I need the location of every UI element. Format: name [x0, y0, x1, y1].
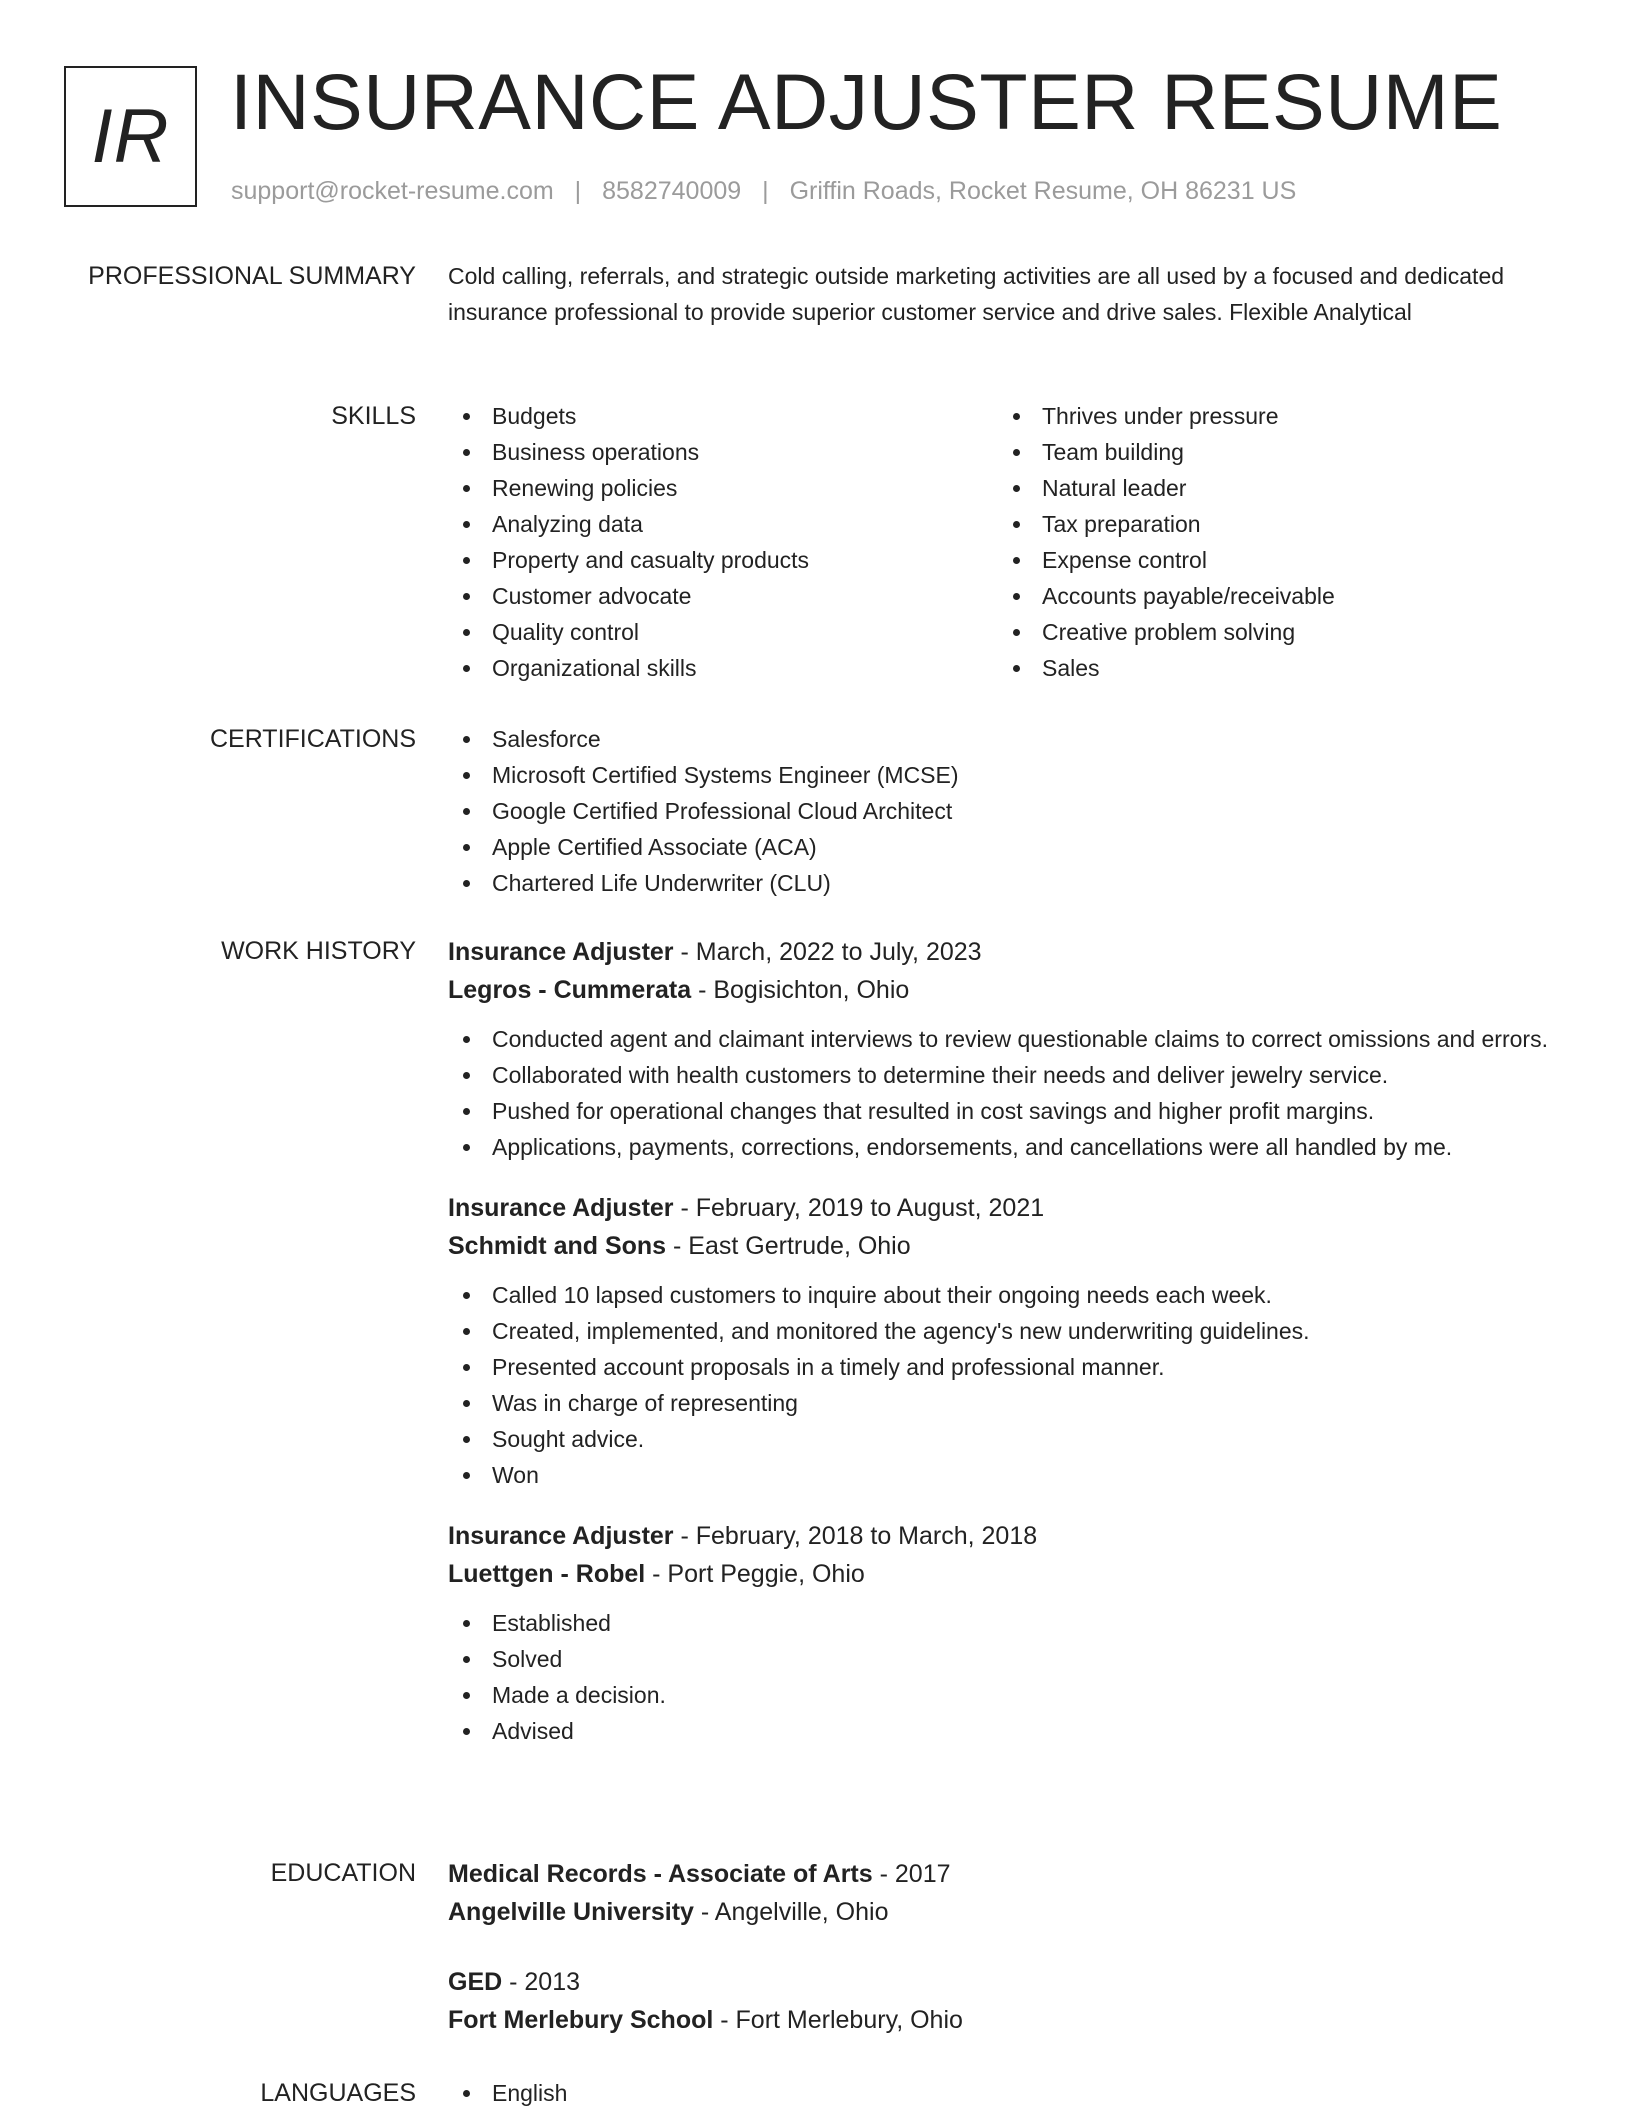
certification-item: Microsoft Certified Systems Engineer (MCSE): [448, 757, 1576, 793]
section-label-education: EDUCATION: [270, 1859, 416, 1887]
certification-item: Salesforce: [448, 721, 1576, 757]
skill-item: Team building: [998, 434, 1548, 470]
job-bullet: Created, implemented, and monitored the agency's new underwriting guidelines.: [448, 1313, 1576, 1349]
job-title: Insurance Adjuster: [448, 938, 674, 966]
job-dates: - March, 2022 to July, 2023: [673, 938, 982, 966]
job-title-line: [448, 1517, 1576, 1555]
job-dates: - February, 2019 to August, 2021: [673, 1194, 1045, 1222]
job-bullet: Called 10 lapsed customers to inquire about their ongoing needs each week.: [448, 1277, 1576, 1313]
job-bullet: Made a decision.: [448, 1677, 1576, 1713]
skills-list-left: [448, 398, 998, 686]
job-company-line: [448, 1227, 1576, 1265]
education-degree: GED: [448, 1968, 503, 1996]
skill-item: Accounts payable/receivable: [998, 578, 1548, 614]
job-title: Insurance Adjuster: [448, 1522, 674, 1550]
education-degree-line: [448, 1855, 1576, 1893]
education-year: - 2013: [502, 1968, 581, 1996]
job-bullet: Presented account proposals in a timely and professional manner.: [448, 1349, 1576, 1385]
job-location: - Bogisichton, Ohio: [691, 976, 910, 1004]
certification-item: Chartered Life Underwriter (CLU): [448, 865, 1576, 901]
contact-email: support@rocket-resume.com: [231, 177, 554, 205]
job-title-line: [448, 933, 1576, 971]
skill-item: Property and casualty products: [448, 542, 998, 578]
contact-separator: |: [574, 177, 582, 205]
job-company-line: [448, 1555, 1576, 1593]
job-company: Schmidt and Sons: [448, 1232, 667, 1260]
education-entry: [448, 1855, 1576, 1931]
resume-title: INSURANCE ADJUSTER RESUME: [230, 57, 1503, 146]
language-item: English: [448, 2075, 1576, 2111]
languages-body: [448, 2075, 1576, 2111]
education-degree: Medical Records - Associate of Arts: [448, 1860, 873, 1888]
job-bullet: Applications, payments, corrections, endorsements, and cancellations were all handled by me.: [448, 1129, 1576, 1165]
job-location: - East Gertrude, Ohio: [666, 1232, 911, 1260]
job-entry: [448, 933, 1576, 1165]
skill-item: Creative problem solving: [998, 614, 1548, 650]
job-bullet: Solved: [448, 1641, 1576, 1677]
monogram-logo: IR: [64, 66, 197, 207]
job-bullet: Won: [448, 1457, 1576, 1493]
skill-item: Natural leader: [998, 470, 1548, 506]
section-label-work-history: WORK HISTORY: [221, 937, 416, 965]
job-company: Legros - Cummerata: [448, 976, 692, 1004]
job-bullets: [448, 1605, 1576, 1749]
skill-item: Sales: [998, 650, 1548, 686]
skill-item: Business operations: [448, 434, 998, 470]
summary-text: Cold calling, referrals, and strategic outside marketing activities are all used by a focused and dedicated insurance professional to provide superior customer service and drive sales. Flexible Analytical: [448, 263, 1505, 325]
education-school: Angelville University: [448, 1898, 694, 1926]
skill-item: Budgets: [448, 398, 998, 434]
education-school-line: [448, 1893, 1576, 1931]
section-label-summary: PROFESSIONAL SUMMARY: [88, 262, 416, 290]
skill-item: Organizational skills: [448, 650, 998, 686]
contact-address: Griffin Roads, Rocket Resume, OH 86231 US: [789, 177, 1297, 205]
education-school: Fort Merlebury School: [448, 2006, 714, 2034]
skill-item: Expense control: [998, 542, 1548, 578]
job-bullet: Conducted agent and claimant interviews to review questionable claims to correct omissions and errors.: [448, 1021, 1576, 1057]
education-entry: [448, 1963, 1576, 2039]
job-title: Insurance Adjuster: [448, 1194, 674, 1222]
job-bullet: Was in charge of representing: [448, 1385, 1576, 1421]
job-bullet: Collaborated with health customers to determine their needs and deliver jewelry service.: [448, 1057, 1576, 1093]
certifications-body: [448, 721, 1576, 901]
education-location: - Fort Merlebury, Ohio: [713, 2006, 963, 2034]
education-location: - Angelville, Ohio: [693, 1898, 889, 1926]
job-dates: - February, 2018 to March, 2018: [673, 1522, 1038, 1550]
section-label-skills: SKILLS: [331, 402, 416, 430]
skill-item: Tax preparation: [998, 506, 1548, 542]
section-label-certifications: CERTIFICATIONS: [209, 725, 416, 753]
job-company-line: [448, 971, 1576, 1009]
skills-list-right: [998, 398, 1548, 686]
certifications-list: [448, 721, 1576, 901]
job-bullets: [448, 1277, 1576, 1493]
languages-list: [448, 2075, 1576, 2111]
education-degree-line: [448, 1963, 1576, 2001]
job-title-line: [448, 1189, 1576, 1227]
job-bullet: Pushed for operational changes that resulted in cost savings and higher profit margins.: [448, 1093, 1576, 1129]
job-company: Luettgen - Robel: [448, 1560, 646, 1588]
contact-line: [231, 175, 1296, 207]
contact-separator: |: [762, 177, 769, 205]
job-bullet: Sought advice.: [448, 1421, 1576, 1457]
section-label-languages: LANGUAGES: [260, 2079, 416, 2107]
certification-item: Apple Certified Associate (ACA): [448, 829, 1576, 865]
education-school-line: [448, 2001, 1576, 2039]
job-bullets: [448, 1021, 1576, 1165]
contact-phone: 8582740009: [602, 177, 742, 205]
education-year: - 2017: [872, 1860, 951, 1888]
skills-body: [448, 398, 1576, 686]
job-bullet: Advised: [448, 1713, 1576, 1749]
certification-item: Google Certified Professional Cloud Architect: [448, 793, 1576, 829]
job-entry: [448, 1517, 1576, 1749]
work-history-body: [448, 933, 1576, 1773]
skill-item: Renewing policies: [448, 470, 998, 506]
education-body: [448, 1855, 1576, 2071]
job-location: - Port Peggie, Ohio: [645, 1560, 865, 1588]
skill-item: Quality control: [448, 614, 998, 650]
skill-item: Analyzing data: [448, 506, 998, 542]
job-bullet: Established: [448, 1605, 1576, 1641]
skill-item: Thrives under pressure: [998, 398, 1548, 434]
skill-item: Customer advocate: [448, 578, 998, 614]
job-entry: [448, 1189, 1576, 1493]
